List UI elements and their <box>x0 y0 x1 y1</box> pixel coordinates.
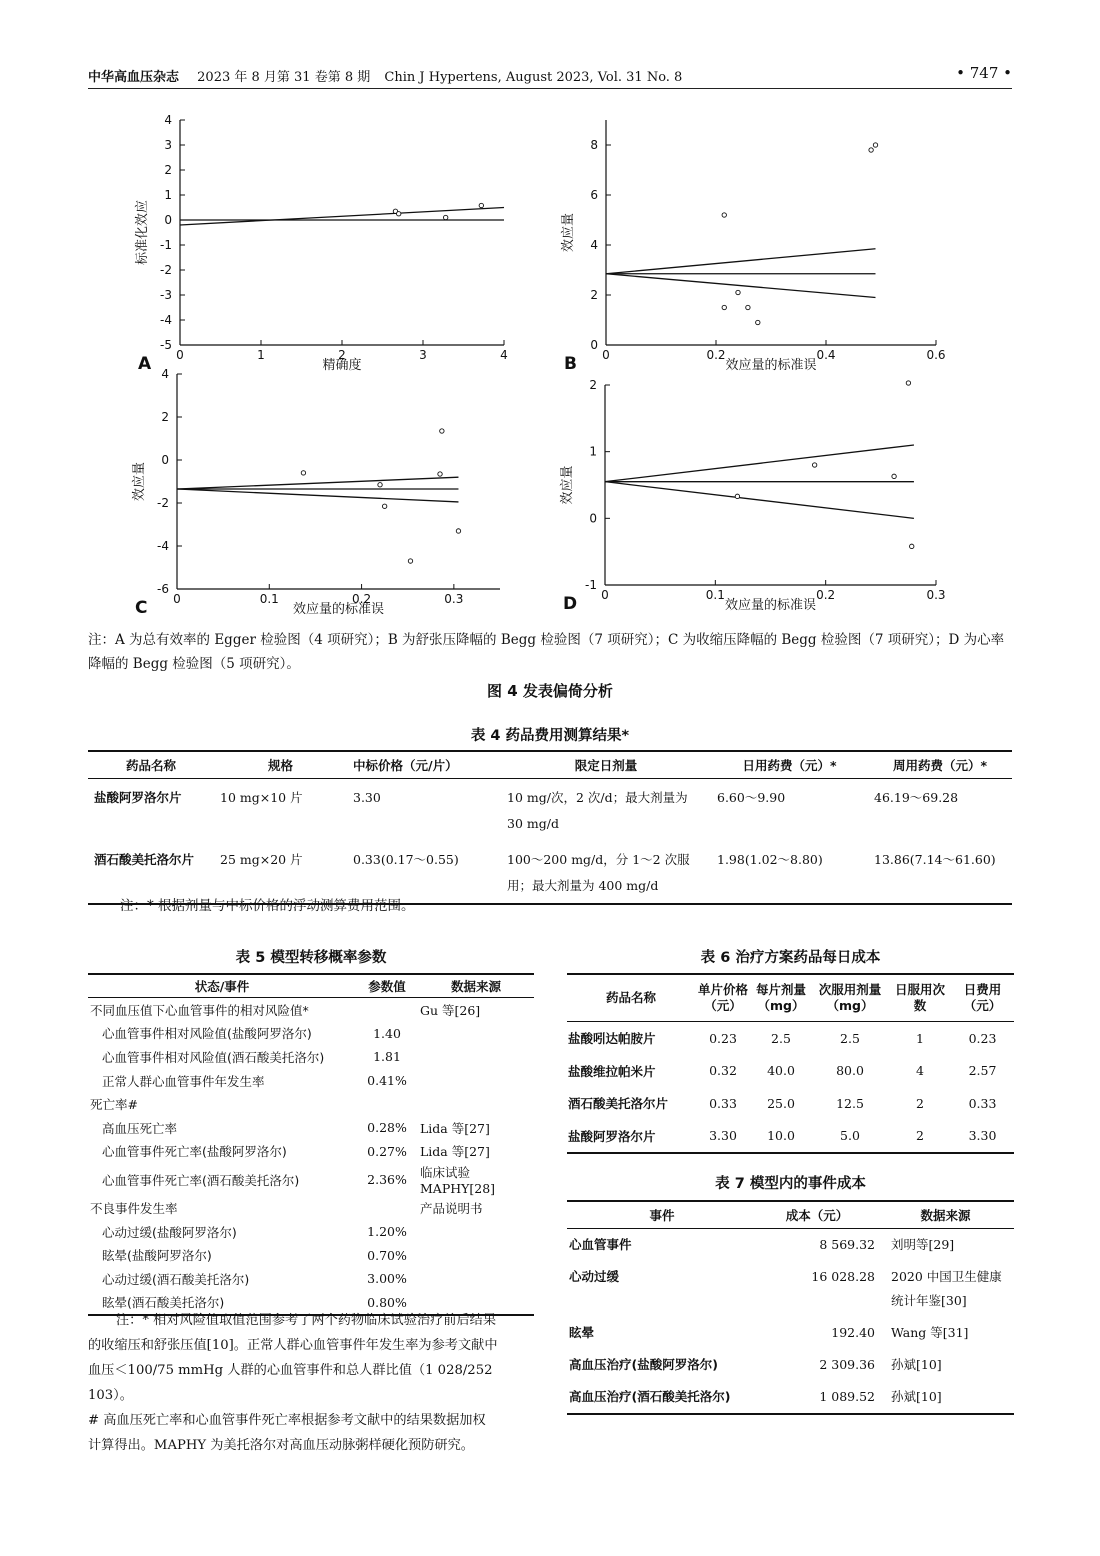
table6-cell: 1 <box>916 1030 924 1046</box>
reference-line <box>606 249 876 274</box>
data-point <box>393 209 397 213</box>
table5-source-cell <box>418 1267 534 1291</box>
table6-cell: 2 <box>916 1095 924 1111</box>
data-point <box>722 213 726 217</box>
table6 <box>567 973 1014 1154</box>
running-header <box>88 62 1012 89</box>
y-tick-label: 0 <box>161 453 169 467</box>
y-tick-label: 4 <box>161 367 169 381</box>
table4 <box>88 750 1012 905</box>
table5-value-cell: 1.40 <box>373 1025 401 1041</box>
table-row <box>567 1022 1014 1055</box>
y-tick-label: 0 <box>164 213 172 227</box>
table7-col-event: 事件 <box>567 1201 757 1229</box>
table-row <box>88 1140 534 1164</box>
reference-line <box>605 482 914 519</box>
table7-cell: 心血管事件 <box>569 1237 632 1252</box>
panel-label: D <box>563 594 578 614</box>
table6-cell: 2.5 <box>840 1030 860 1046</box>
table4-col-dose: 限定日剂量 <box>501 751 711 779</box>
panel-label: A <box>138 354 152 374</box>
table5-event-cell: 心动过缓(盐酸阿罗洛尔) <box>102 1224 237 1240</box>
table6-cell: 5.0 <box>840 1128 860 1144</box>
table6-col-daily-cost: 日费用（元） <box>951 974 1014 1022</box>
figure-note-line-2: 降幅的 Begg 检验图（5 项研究）。 <box>88 656 300 672</box>
data-point <box>382 504 386 508</box>
table4-cell: 0.33(0.17～0.55) <box>353 852 459 867</box>
y-tick-label: 6 <box>590 188 598 202</box>
x-tick-label: 0.3 <box>926 588 946 602</box>
table5-col-event: 状态/事件 <box>88 974 356 998</box>
x-tick-label: 0.2 <box>352 592 372 606</box>
table5-col-source: 数据来源 <box>418 974 534 998</box>
x-tick-label: 0.4 <box>816 348 836 362</box>
table5-value-cell: 1.20% <box>367 1224 407 1240</box>
data-point <box>479 203 483 207</box>
scatter-plot <box>0 0 1100 720</box>
table5-event-cell: 不同血压值下心血管事件的相对风险值* <box>90 1002 309 1018</box>
data-point <box>408 559 412 563</box>
table6-cell: 2.5 <box>771 1030 791 1046</box>
data-point <box>812 463 816 467</box>
y-tick-label: 8 <box>590 138 598 152</box>
table-row <box>88 779 1012 842</box>
table7-cell: 192.40 <box>831 1325 875 1340</box>
table6-cell: 0.33 <box>968 1095 997 1111</box>
y-tick-label: -1 <box>160 238 172 252</box>
table-row <box>567 1349 1014 1381</box>
reference-line <box>180 208 504 226</box>
table4-col-name: 药品名称 <box>88 751 214 779</box>
table4-note: 注：* 根据剂量与中标价格的浮动测算费用范围。 <box>120 898 415 914</box>
table7-cell: 2 309.36 <box>819 1357 875 1372</box>
table5-event-cell: 眩晕(酒石酸美托洛尔) <box>102 1295 225 1311</box>
x-tick-label: 0.2 <box>816 588 836 602</box>
table5-event-cell: 心血管事件死亡率(盐酸阿罗洛尔) <box>102 1144 287 1160</box>
data-point <box>443 215 447 219</box>
table6-cell: 12.5 <box>836 1095 864 1111</box>
x-tick-label: 0 <box>602 348 610 362</box>
table7-cell: 2020 中国卫生健康统计年鉴[30] <box>891 1269 1002 1308</box>
table5-event-cell: 高血压死亡率 <box>102 1120 178 1136</box>
table6-col-name: 药品名称 <box>567 974 695 1022</box>
table6-cell: 盐酸吲达帕胺片 <box>568 1031 656 1047</box>
data-point <box>746 305 750 309</box>
table5-source-cell <box>418 1092 534 1116</box>
x-tick-label: 0.1 <box>705 588 725 602</box>
table5-event-cell: 正常人群心血管事件年发生率 <box>102 1073 265 1089</box>
table5-caption: 表 5 模型转移概率参数 <box>235 950 387 966</box>
x-tick-label: 0 <box>601 588 609 602</box>
table5-value-cell: 1.81 <box>373 1049 401 1065</box>
table5-source-cell: 产品说明书 <box>420 1200 483 1216</box>
table7 <box>567 1200 1014 1415</box>
table-row <box>567 1055 1014 1088</box>
table4-cell: 25 mg×20 片 <box>220 852 303 867</box>
table7-cell: 眩晕 <box>569 1325 595 1340</box>
table7-cell: 刘明等[29] <box>891 1237 955 1252</box>
table5-event-cell: 不良事件发生率 <box>90 1200 178 1216</box>
table6-cell: 酒石酸美托洛尔片 <box>568 1096 669 1112</box>
scatter-plot <box>0 0 1100 720</box>
table5-value-cell <box>356 1092 418 1116</box>
table5-source-cell <box>418 1069 534 1093</box>
table7-header-row <box>567 1201 1014 1229</box>
table6-cell: 0.32 <box>709 1063 737 1079</box>
table-row <box>88 1163 534 1196</box>
table6-cell: 0.23 <box>968 1030 997 1046</box>
panel-label: B <box>564 354 577 374</box>
journal-name-cn: 中华高血压杂志 <box>88 70 180 85</box>
y-tick-label: 2 <box>590 288 598 302</box>
table7-col-cost: 成本（元） <box>757 1201 877 1229</box>
table-row <box>88 998 534 1022</box>
x-tick-label: 3 <box>419 348 427 362</box>
y-tick-label: 2 <box>589 378 597 392</box>
table4-cell: 100～200 mg/d，分 1～2 次服用；最大剂量为 400 mg/d <box>507 852 690 893</box>
table6-cell: 10.0 <box>767 1128 795 1144</box>
reference-line <box>605 445 914 482</box>
table6-cell: 25.0 <box>767 1095 795 1111</box>
y-tick-label: 2 <box>164 163 172 177</box>
table7-cell: 1 089.52 <box>819 1389 875 1404</box>
table4-cell: 3.30 <box>353 790 381 805</box>
table6-cell: 3.30 <box>709 1128 737 1144</box>
x-tick-label: 0.2 <box>706 348 726 362</box>
table4-cell: 盐酸阿罗洛尔片 <box>94 790 182 805</box>
y-tick-label: -2 <box>160 263 172 277</box>
table6-cell: 2.57 <box>968 1063 997 1079</box>
table5-note-line: 计算得出。MAPHY 为美托洛尔对高血压动脉粥样硬化预防研究。 <box>88 1438 474 1453</box>
table-row <box>88 1022 534 1046</box>
reference-line <box>177 477 458 489</box>
data-point <box>735 494 739 498</box>
table5-value-cell <box>356 998 418 1022</box>
table7-caption: 表 7 模型内的事件成本 <box>715 1176 866 1192</box>
x-tick-label: 0.6 <box>926 348 946 362</box>
y-axis-label: 效应量 <box>132 461 147 502</box>
table5-source-cell: Gu 等[26] <box>420 1002 481 1018</box>
table5-source-cell <box>418 1243 534 1267</box>
table6-cell: 40.0 <box>767 1063 795 1079</box>
table5-value-cell: 0.28% <box>367 1120 407 1136</box>
y-tick-label: -4 <box>157 539 169 553</box>
issue-cn: 2023 年 8 月第 31 卷第 8 期 <box>197 70 371 85</box>
y-tick-label: 1 <box>589 444 597 459</box>
y-tick-label: 4 <box>590 238 598 252</box>
table7-cell: 心动过缓 <box>569 1269 620 1284</box>
table4-col-spec: 规格 <box>214 751 347 779</box>
table5-header-row <box>88 974 534 998</box>
table6-cell: 0.23 <box>709 1030 737 1046</box>
data-point <box>301 471 305 475</box>
table5-source-cell <box>418 1022 534 1046</box>
table7-cell: 高血压治疗(酒石酸美托洛尔) <box>569 1389 731 1404</box>
scatter-plot <box>0 0 1100 720</box>
y-tick-label: 0 <box>590 338 598 352</box>
y-axis-label: 效应量 <box>560 465 575 505</box>
table5-note <box>88 1308 536 1458</box>
y-tick-label: -6 <box>157 582 169 596</box>
table-row <box>88 1092 534 1116</box>
table-row <box>88 1220 534 1244</box>
table5-col-value: 参数值 <box>356 974 418 998</box>
table4-cell: 1.98(1.02～8.80) <box>717 852 823 867</box>
table-row <box>567 1261 1014 1317</box>
data-point <box>736 290 740 294</box>
table5-value-cell: 3.00% <box>367 1271 407 1287</box>
x-tick-label: 4 <box>500 348 508 362</box>
table5-note-line: # 高血压死亡率和心血管事件死亡率根据参考文献中的结果数据加权 <box>88 1413 486 1428</box>
data-point <box>869 148 873 152</box>
table5 <box>88 973 534 1316</box>
data-point <box>456 529 460 533</box>
table6-col-times-per-day: 日服用次数 <box>889 974 951 1022</box>
table7-cell: 8 569.32 <box>819 1237 875 1252</box>
x-tick-label: 0.1 <box>259 592 279 606</box>
y-axis-label: 效应量 <box>561 212 576 253</box>
table6-caption: 表 6 治疗方案药品每日成本 <box>700 950 881 966</box>
reference-line <box>177 489 458 502</box>
table4-caption: 表 4 药品费用测算结果* <box>470 728 630 744</box>
data-point <box>378 483 382 487</box>
table5-event-cell: 心血管事件死亡率(酒石酸美托洛尔) <box>102 1172 300 1188</box>
table7-cell: 高血压治疗(盐酸阿罗洛尔) <box>569 1357 718 1372</box>
x-axis-label: 精确度 <box>322 358 362 373</box>
table5-note-line: 血压＜100/75 mmHg 人群的心血管事件和总人群比值（1 028/252 103）。 <box>88 1363 493 1403</box>
table-row <box>88 1045 534 1069</box>
table5-event-cell: 心动过缓(酒石酸美托洛尔) <box>102 1271 250 1287</box>
y-tick-label: 2 <box>161 410 169 424</box>
x-tick-label: 0 <box>176 348 184 362</box>
table-row <box>567 1317 1014 1349</box>
table-row <box>88 1267 534 1291</box>
table-row <box>88 1116 534 1140</box>
journal-name-en: Chin J Hypertens, August 2023, Vol. 31 No. 8 <box>384 70 683 85</box>
table-row <box>567 1087 1014 1120</box>
table4-cell: 13.86(7.14～61.60) <box>874 852 996 867</box>
y-tick-label: 3 <box>164 138 172 152</box>
table5-note-line: 注：* 相对风险值取值范围参考了两个药物临床试验治疗前后结果 <box>116 1313 497 1328</box>
x-axis-label: 效应量的标准误 <box>724 598 817 613</box>
table5-value-cell: 0.80% <box>367 1294 407 1310</box>
y-tick-label: -3 <box>160 288 172 302</box>
table4-col-weekly: 周用药费（元）* <box>868 751 1012 779</box>
table7-cell: 16 028.28 <box>811 1269 875 1284</box>
table5-source-cell: 临床试验 MAPHY[28] <box>420 1165 496 1197</box>
table-row <box>88 1243 534 1267</box>
table6-cell: 80.0 <box>836 1063 864 1079</box>
table4-cell: 46.19～69.28 <box>874 790 959 805</box>
scatter-plot <box>0 0 1100 720</box>
table4-cell: 6.60～9.90 <box>717 790 786 805</box>
table6-cell: 4 <box>916 1063 924 1079</box>
table6-cell: 盐酸阿罗洛尔片 <box>568 1128 656 1144</box>
table5-source-cell: Lida 等[27] <box>420 1144 490 1160</box>
data-point <box>756 320 760 324</box>
table5-value-cell <box>356 1196 418 1220</box>
table5-event-cell: 心血管事件相对风险值(酒石酸美托洛尔) <box>102 1049 325 1065</box>
table6-col-tablet-dose: 每片剂量（mg） <box>751 974 811 1022</box>
table7-cell: Wang 等[31] <box>891 1325 969 1340</box>
table4-cell: 10 mg/次，2 次/d；最大剂量为 30 mg/d <box>507 790 688 831</box>
table6-cell: 2 <box>916 1128 924 1144</box>
x-tick-label: 2 <box>338 348 346 362</box>
table5-value-cell: 0.27% <box>367 1143 407 1159</box>
data-point <box>397 212 401 216</box>
y-tick-label: -1 <box>585 578 597 592</box>
data-point <box>438 472 442 476</box>
y-tick-label: -2 <box>157 496 169 510</box>
table4-header-row <box>88 751 1012 779</box>
table5-source-cell <box>418 1045 534 1069</box>
table5-value-cell: 2.36% <box>367 1172 407 1188</box>
table5-value-cell: 0.70% <box>367 1247 407 1263</box>
table5-source-cell: Lida 等[27] <box>420 1120 490 1136</box>
figure-note <box>88 628 1018 676</box>
table-row <box>88 1196 534 1220</box>
table4-col-daily: 日用药费（元）* <box>711 751 868 779</box>
figure-note-line-1: 注：A 为总有效率的 Egger 检验图（4 项研究）；B 为舒张压降幅的 Begg 检验图（7 项研究）；C 为收缩压降幅的 Begg 检验图（7 项研究）；D 为心率 <box>88 632 1005 648</box>
data-point <box>906 381 910 385</box>
table6-col-unit-price: 单片价格（元） <box>695 974 751 1022</box>
y-tick-label: -5 <box>160 338 172 352</box>
table-row <box>567 1120 1014 1154</box>
data-point <box>910 544 914 548</box>
y-tick-label: 0 <box>589 511 597 526</box>
x-axis-label: 效应量的标准误 <box>292 602 385 617</box>
reference-line <box>606 274 876 298</box>
figure-caption: 图 4 发表偏倚分析 <box>487 682 613 700</box>
table7-cell: 孙斌[10] <box>891 1389 942 1404</box>
x-tick-label: 1 <box>257 348 265 362</box>
x-tick-label: 0 <box>173 592 181 606</box>
table-row <box>88 1069 534 1093</box>
y-tick-label: -4 <box>160 313 172 327</box>
table5-event-cell: 死亡率# <box>90 1097 138 1113</box>
y-tick-label: 4 <box>164 113 172 127</box>
y-axis-label: 标准化效应 <box>135 199 150 266</box>
table5-value-cell: 0.41% <box>367 1073 407 1089</box>
table6-header-row <box>567 974 1014 1022</box>
table-row <box>567 1381 1014 1414</box>
y-tick-label: 1 <box>164 188 172 202</box>
page-number: • 747 • <box>956 64 1012 82</box>
table5-source-cell <box>418 1220 534 1244</box>
header-left <box>88 66 682 85</box>
table5-event-cell: 心血管事件相对风险值(盐酸阿罗洛尔) <box>102 1026 312 1042</box>
table6-cell: 0.33 <box>709 1095 737 1111</box>
x-tick-label: 0.3 <box>444 592 464 606</box>
data-point <box>892 474 896 478</box>
data-point <box>440 429 444 433</box>
table5-event-cell: 眩晕(盐酸阿罗洛尔) <box>102 1248 212 1264</box>
table4-cell: 酒石酸美托洛尔片 <box>94 852 195 867</box>
data-point <box>873 143 877 147</box>
table-row <box>567 1229 1014 1262</box>
table7-col-source: 数据来源 <box>877 1201 1014 1229</box>
data-point <box>722 305 726 309</box>
table5-note-line: 的收缩压和舒张压值[10]。正常人群心血管事件年发生率为参考文献中 <box>88 1338 498 1353</box>
table6-cell: 盐酸维拉帕米片 <box>568 1063 656 1079</box>
table4-col-price: 中标价格（元/片） <box>347 751 501 779</box>
x-axis-label: 效应量的标准误 <box>725 358 817 373</box>
table6-col-dose-per-time: 次服用剂量（mg） <box>811 974 889 1022</box>
table7-cell: 孙斌[10] <box>891 1357 942 1372</box>
table6-cell: 3.30 <box>968 1128 997 1144</box>
table4-cell: 10 mg×10 片 <box>220 790 303 805</box>
panel-label: C <box>135 598 148 618</box>
